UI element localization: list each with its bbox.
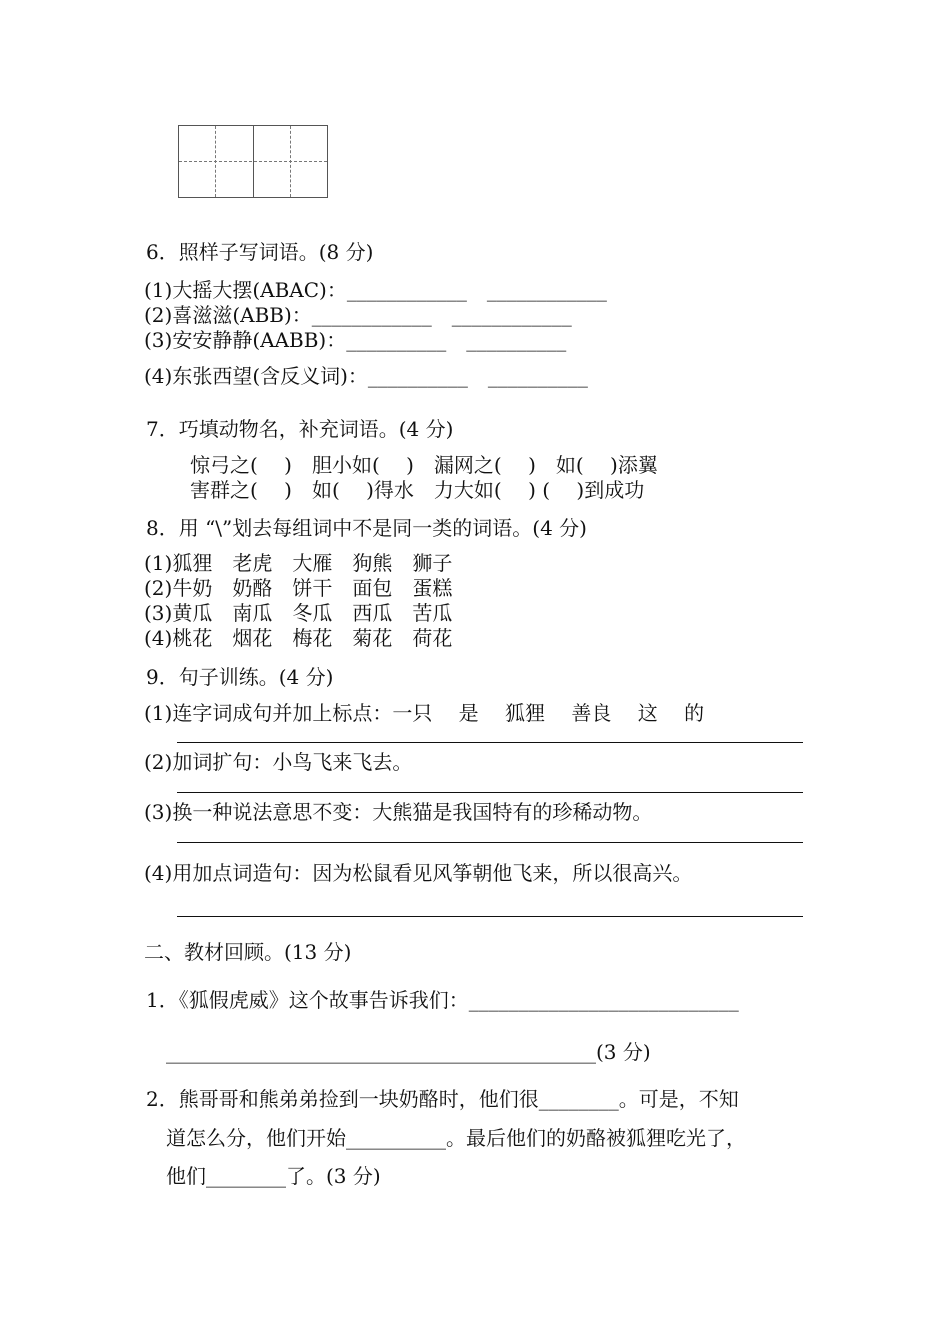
q8-row-3[interactable]: (3)黄瓜 南瓜 冬瓜 西瓜 苦瓜 [144,601,453,625]
s2-q1-line-2[interactable]: ___________________________________________(3 分) [166,1040,651,1064]
q9-item-2: (2)加词扩句：小鸟飞来飞去。 [144,750,413,774]
q6-title: 6．照样子写词语。(8 分) [146,240,374,264]
q8-row-1[interactable]: (1)狐狸 老虎 大雁 狗熊 狮子 [144,551,453,575]
section2-title: 二、教材回顾。(13 分) [144,940,352,964]
q9-answer-line-3[interactable] [177,842,803,843]
q9-answer-line-4[interactable] [177,916,803,917]
s2-q2-line-2[interactable]: 道怎么分，他们开始__________。最后他们的奶酪被狐狸吃光了， [166,1126,746,1150]
q6-item-2[interactable]: (2)喜滋滋(ABB)：____________ ____________ [144,303,572,327]
q8-title: 8．用 “\”划去每组词中不是同一类的词语。(4 分) [146,516,587,540]
grid-dashed-midline [179,161,327,162]
s2-q2-line-3[interactable]: 他们________了。(3 分) [166,1164,381,1188]
q9-title: 9．句子训练。(4 分) [146,665,334,689]
q7-row-2[interactable]: 害群之( ) 如( )得水 力大如( ) ( )到成功 [190,478,645,502]
q8-row-2[interactable]: (2)牛奶 奶酪 饼干 面包 蛋糕 [144,576,453,600]
q7-title: 7．巧填动物名，补充词语。(4 分) [146,417,454,441]
writing-grid [178,125,328,198]
q7-row-1[interactable]: 惊弓之( ) 胆小如( ) 漏网之( ) 如( )添翼 [190,453,658,477]
q9-answer-line-2[interactable] [177,792,803,793]
q9-item-1: (1)连字词成句并加上标点：一只 是 狐狸 善良 这 的 [144,701,705,725]
q9-answer-line-1[interactable] [177,742,803,743]
q9-item-4: (4)用加点词造句：因为松鼠看见风筝朝他飞来，所以很高兴。 [144,861,693,885]
q6-item-3[interactable]: (3)安安静静(AABB)：__________ __________ [144,328,567,352]
q6-item-1[interactable]: (1)大摇大摆(ABAC)：____________ ____________ [144,278,607,302]
s2-q2-line-1[interactable]: 2．熊哥哥和熊弟弟捡到一块奶酪时，他们很________。可是，不知 [146,1087,739,1111]
s2-q1-line-1[interactable]: 1．《狐假虎威》这个故事告诉我们：___________________________ [146,988,739,1012]
q6-item-4[interactable]: (4)东张西望(含反义词)：__________ __________ [144,364,588,388]
q8-row-4[interactable]: (4)桃花 烟花 梅花 菊花 荷花 [144,626,453,650]
q9-item-3: (3)换一种说法意思不变：大熊猫是我国特有的珍稀动物。 [144,800,653,824]
